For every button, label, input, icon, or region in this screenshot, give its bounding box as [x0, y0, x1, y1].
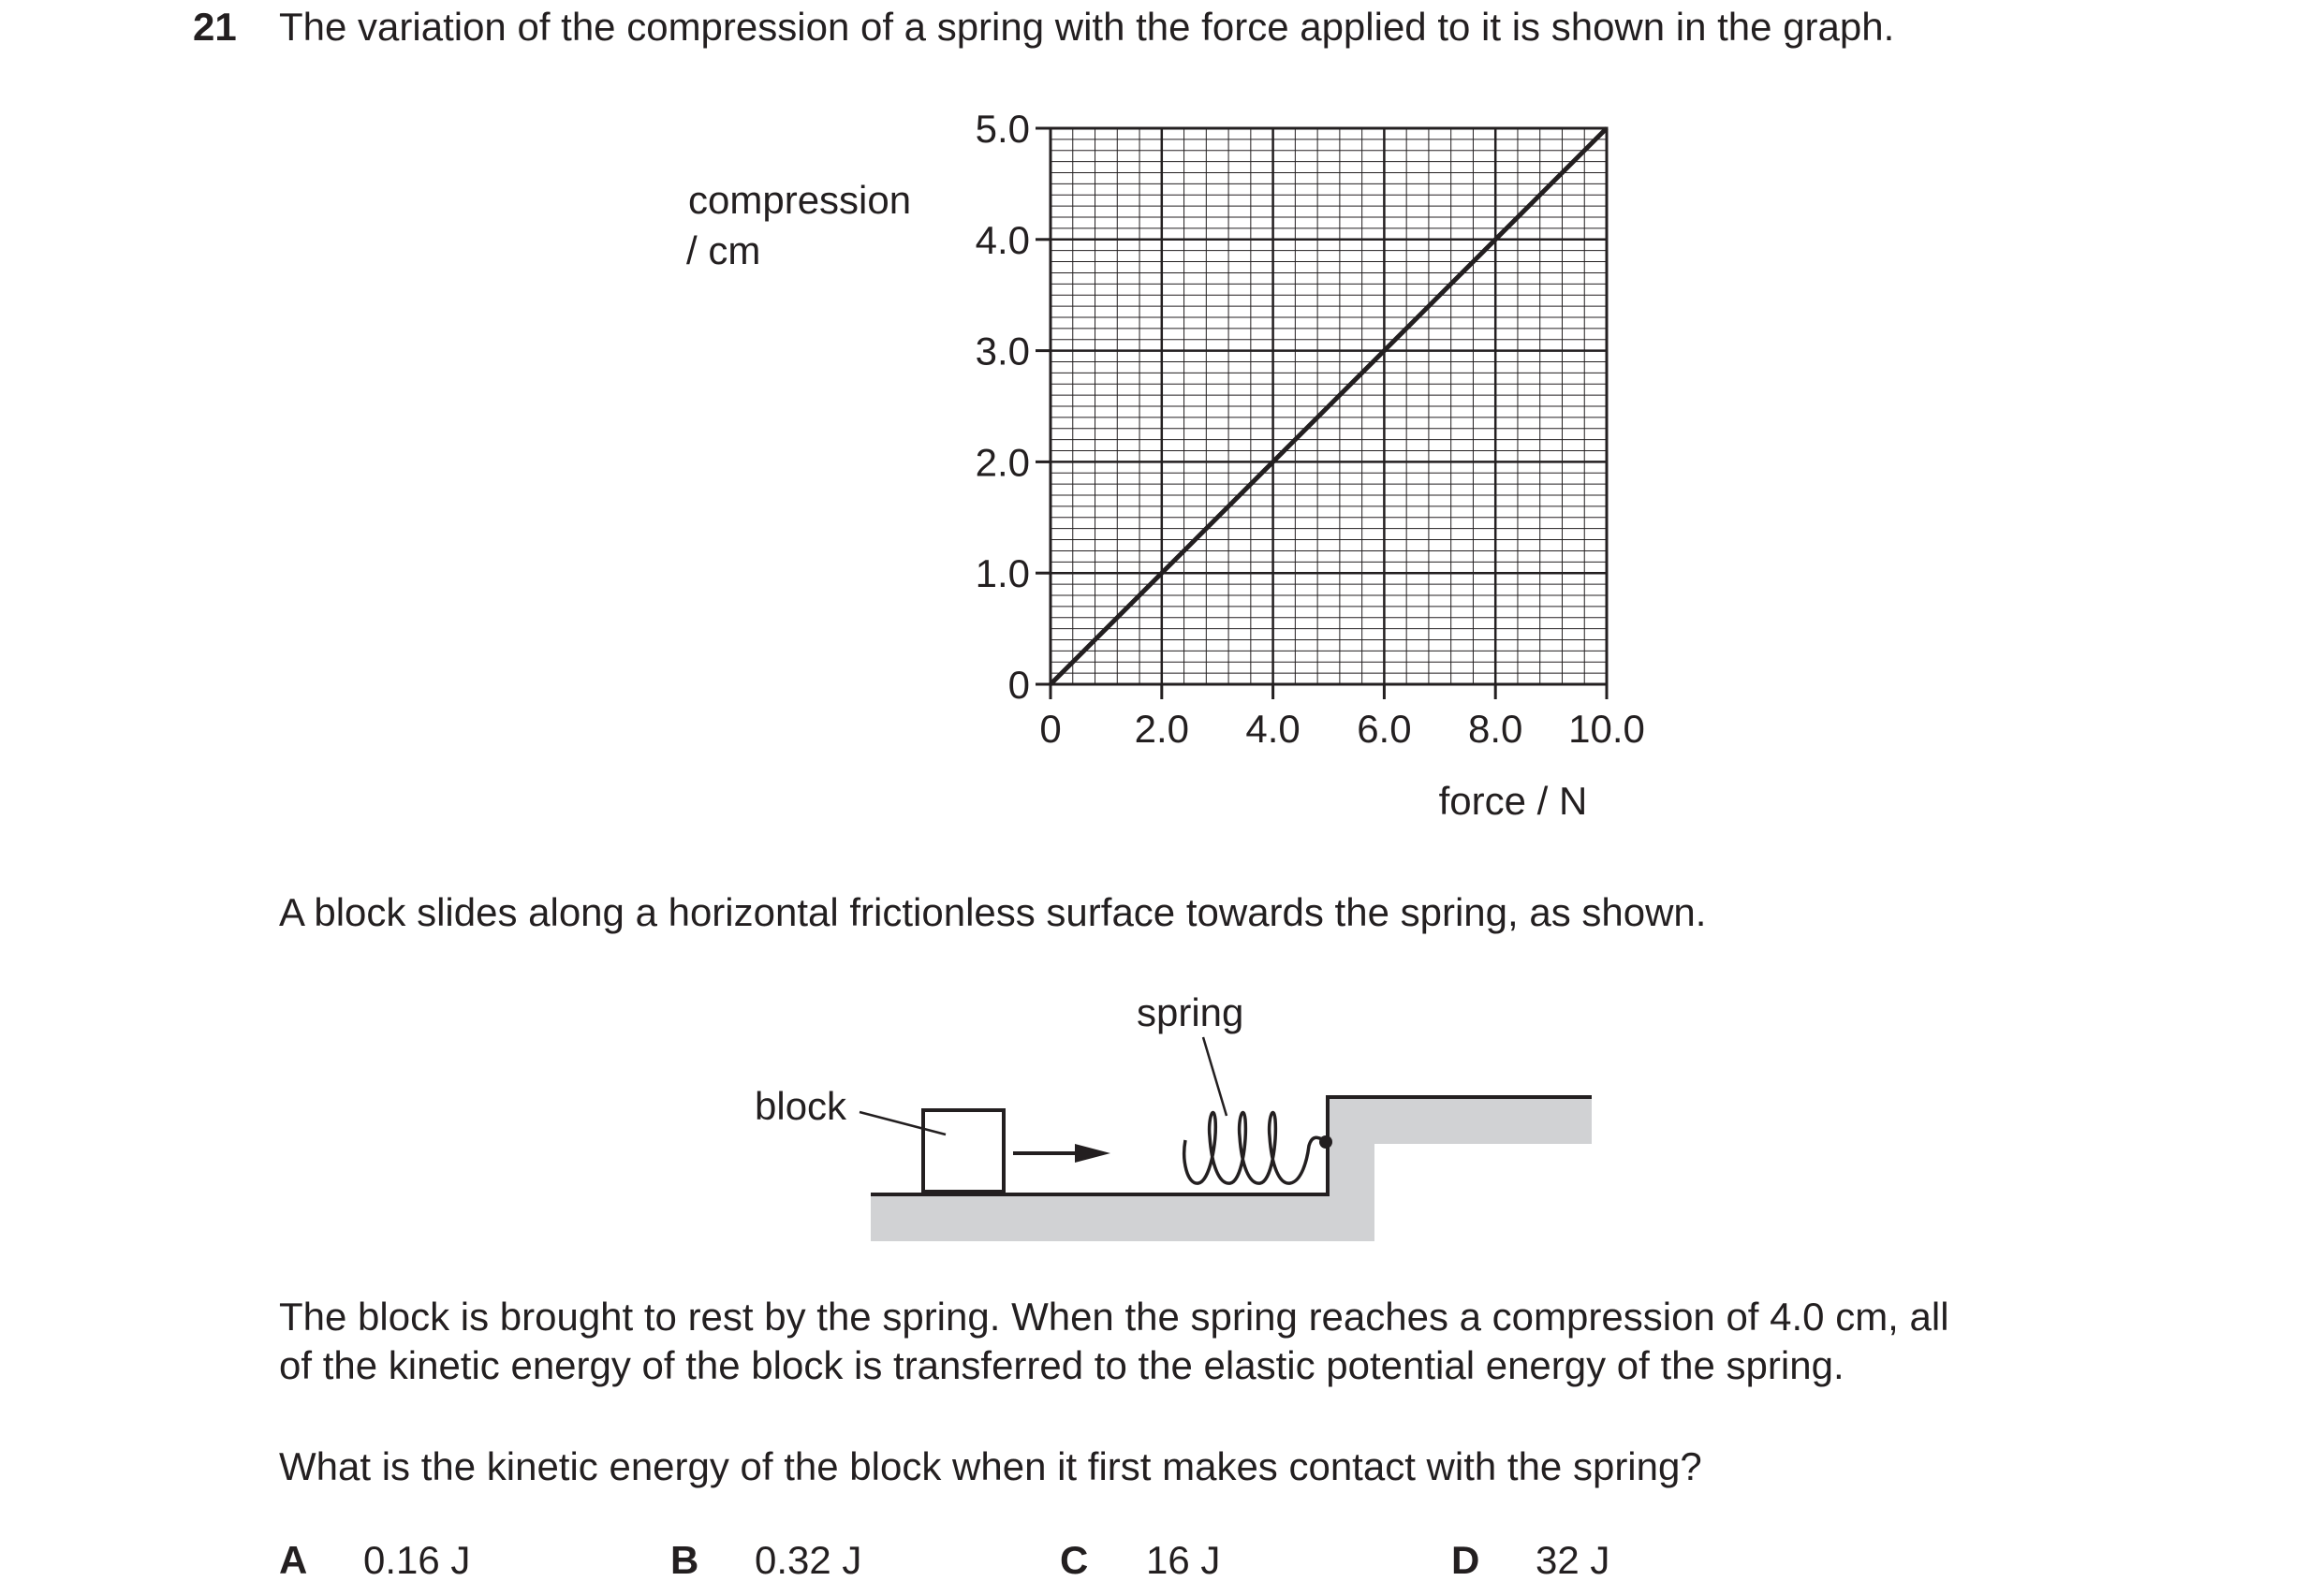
option-c-letter[interactable]: C	[1060, 1538, 1089, 1582]
chart-xlabel: force / N	[1438, 779, 1588, 823]
option-d-text[interactable]: 32 J	[1536, 1538, 1610, 1582]
option-a-letter[interactable]: A	[279, 1538, 308, 1582]
x-tick-label: 2.0	[1134, 707, 1189, 751]
x-tick-label: 6.0	[1357, 707, 1412, 751]
option-c-text[interactable]: 16 J	[1146, 1538, 1221, 1582]
block-label: block	[755, 1084, 847, 1128]
x-tick-label: 0	[1039, 707, 1062, 751]
setup-text: A block slides along a horizontal frictionless surface towards the spring, as shown.	[279, 890, 1707, 934]
y-tick-label: 5.0	[975, 107, 1030, 151]
option-b-text[interactable]: 0.32 J	[755, 1538, 862, 1582]
chart-ylabel-line1: compression	[688, 178, 912, 222]
y-tick-label: 1.0	[975, 551, 1030, 596]
spring-label-leader	[1203, 1037, 1227, 1116]
x-tick-label: 4.0	[1245, 707, 1301, 751]
upper-surface	[1328, 1097, 1592, 1144]
y-tick-label: 0	[1007, 663, 1030, 707]
option-b-letter[interactable]: B	[670, 1538, 699, 1582]
chart-ylabel-line2: / cm	[686, 228, 761, 272]
question-prompt: What is the kinetic energy of the block when it first makes contact with the spring?	[279, 1444, 1702, 1488]
option-d-letter[interactable]: D	[1451, 1538, 1480, 1582]
spring-attachment-point	[1319, 1135, 1332, 1149]
body-text-line2: of the kinetic energy of the block is transferred to the elastic potential energy of the spring.	[279, 1343, 1844, 1387]
block	[923, 1110, 1004, 1193]
x-tick-label: 10.0	[1568, 707, 1645, 751]
spring-label: spring	[1137, 990, 1244, 1034]
lower-surface	[871, 1194, 1374, 1241]
direction-arrow-head	[1075, 1144, 1110, 1163]
y-tick-label: 3.0	[975, 329, 1030, 373]
option-a-text[interactable]: 0.16 J	[363, 1538, 471, 1582]
x-tick-label: 8.0	[1468, 707, 1523, 751]
question-number: 21	[193, 5, 237, 49]
body-text-line1: The block is brought to rest by the spring. When the spring reaches a compression of 4.0 cm, all	[279, 1295, 1949, 1339]
y-tick-label: 2.0	[975, 440, 1030, 485]
y-tick-label: 4.0	[975, 217, 1030, 262]
question-intro: The variation of the compression of a spring with the force applied to it is shown in the graph.	[279, 5, 1895, 49]
spring-coil	[1184, 1113, 1328, 1184]
